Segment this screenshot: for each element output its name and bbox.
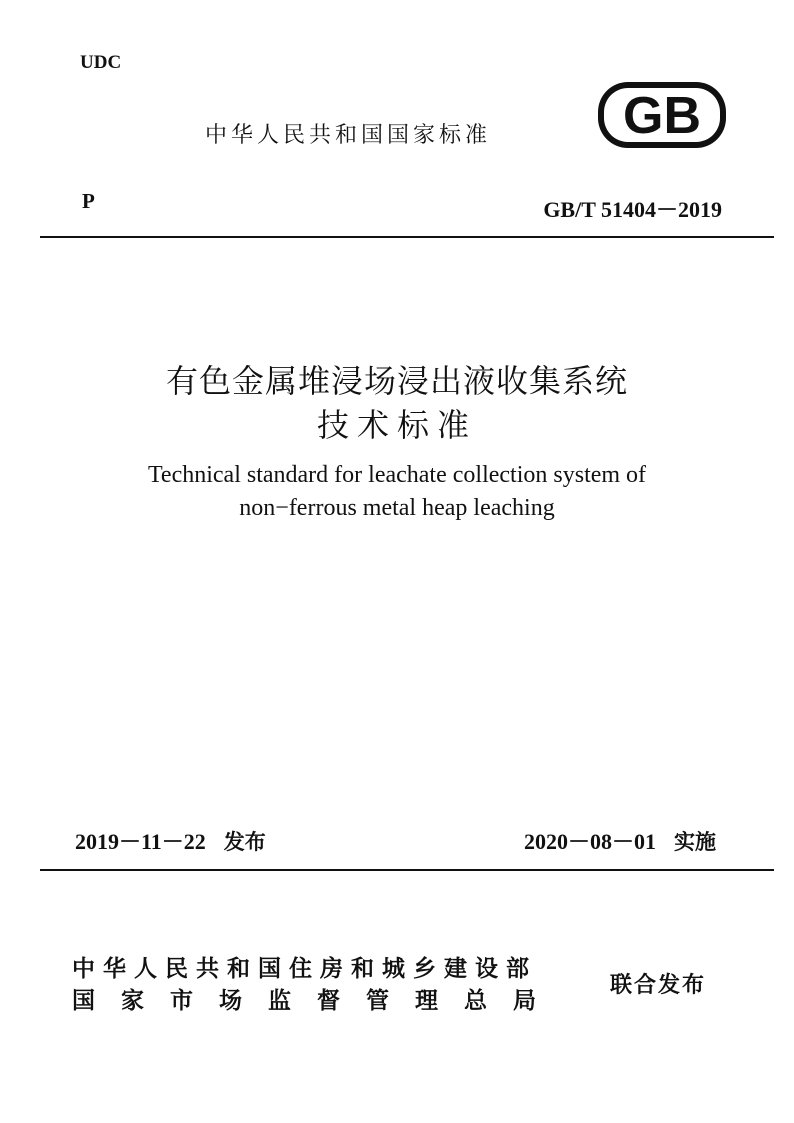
national-standard-title: 中华人民共和国国家标准 [205, 123, 492, 148]
title-cn-line1: 有色金属堆浸场浸出液收集系统 [165, 362, 628, 400]
gb-logo-text: GB [623, 87, 701, 145]
issue-date: 2019－11－22 [75, 829, 206, 854]
implement-date-block [524, 825, 716, 856]
title-en-line2: non−ferrous metal heap leaching [239, 495, 555, 521]
joint-issue-label: 联合发布 [610, 973, 707, 998]
classification-code: P [82, 189, 95, 213]
bottom-divider [40, 869, 774, 871]
standard-number: GB/T 51404－2019 [543, 197, 722, 222]
implement-date: 2020－08－01 [523, 829, 656, 854]
issue-date-block [75, 825, 266, 856]
implement-label: 实施 [674, 830, 716, 854]
udc-label: UDC [80, 52, 122, 73]
gb-logo [596, 80, 728, 154]
title-cn-line2: 技术标准 [316, 406, 477, 444]
issuer-line1: 中华人民共和国住房和城乡建设部 [72, 956, 537, 982]
title-en-line1: Technical standard for leachate collection system of [147, 462, 647, 488]
issuer-line2: 国家市场监督管理总局 [72, 988, 562, 1014]
top-divider [40, 236, 774, 238]
issue-label: 发布 [223, 830, 266, 854]
